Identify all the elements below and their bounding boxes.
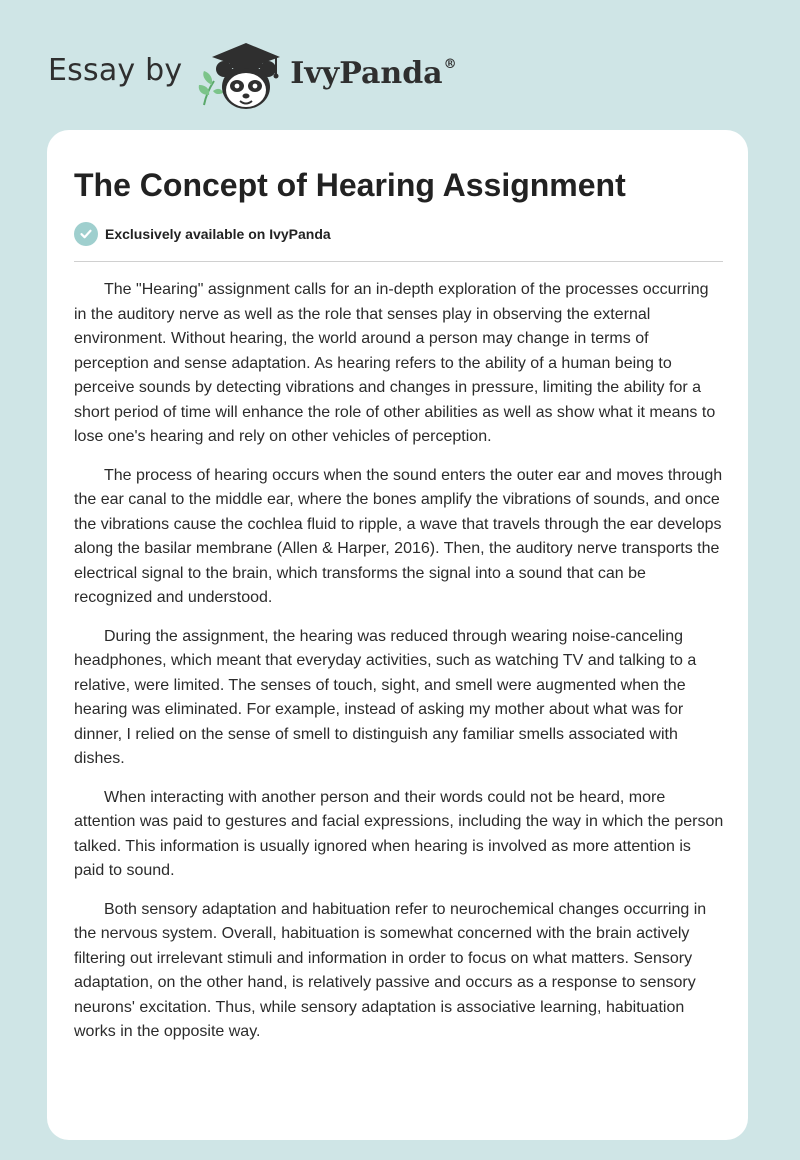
essay-body bbox=[74, 278, 724, 1059]
brand-header bbox=[48, 30, 457, 120]
paragraph-1: The "Hearing" assignment calls for an in-depth exploration of the processes occurring in the auditory nerve as well as the role that senses play in observing the external environment. Without hearing, the world around a person may change in terms of perception and sense adaptation. As hearing refers to the ability of a human being to perceive sounds by detecting vibrations and changes in pressure, limiting the ability for a short period of time will enhance the role of other abilities as well as show what it means to lose one's hearing and rely on other vehicles of perception. bbox=[74, 281, 716, 445]
paragraph-3: During the assignment, the hearing was reduced through wearing noise-canceling headphones, which meant that everyday activities, such as watching TV and talking to a relative, were limited. The senses of touch, sight, and smell were augmented when the hearing was eliminated. For example, instead of asking my mother about what was for dinner, I relied on the sense of smell to distinguish any familiar smells associated with dishes. bbox=[74, 627, 697, 767]
brand-name-text: IvyPanda bbox=[290, 55, 443, 91]
paragraph-2: The process of hearing occurs when the sound enters the outer ear and moves through the ear canal to the middle ear, where the bones amplify the vibrations of sounds, and once the vibrations cause the cochlea fluid to ripple, a wave that travels through the ear develops along the basilar membrane (Allen & Harper, 2016). Then, the auditory nerve transports the electrical signal to the brain, which transforms the signal into a sound that can be recognized and understood. bbox=[74, 466, 723, 606]
header-divider bbox=[74, 261, 723, 262]
essay-card bbox=[47, 130, 748, 1140]
brand-prefix: Essay by bbox=[48, 52, 183, 88]
exclusive-availability-note bbox=[74, 222, 331, 246]
paragraph-5: Both sensory adaptation and habituation refer to neurochemical changes occurring in the nervous system. Overall, habituation is somewhat concerned with the brain actively filtering out irrelevant stimuli and information in order to focus on what matters. Sensory adaptation, on the other hand, is relatively passive and occurs as a response to sensory neurons' excitation. Thus, while sensory adaptation is associative learning, habituation works in the opposite way. bbox=[74, 900, 707, 1040]
brand-name[interactable] bbox=[290, 56, 456, 91]
trademark-symbol: ® bbox=[443, 56, 457, 72]
panda-graduate-icon[interactable] bbox=[196, 35, 286, 115]
page-title: The Concept of Hearing Assignment bbox=[74, 167, 626, 203]
check-circle-icon bbox=[74, 222, 98, 246]
paragraph-4: When interacting with another person and their words could not be heard, more attention was paid to gestures and facial expressions, including the way in which the person talked. This information is usually ignored when hearing is involved as more attention is paid to sound. bbox=[74, 788, 724, 879]
exclusive-label: Exclusively available on IvyPanda bbox=[105, 226, 331, 242]
